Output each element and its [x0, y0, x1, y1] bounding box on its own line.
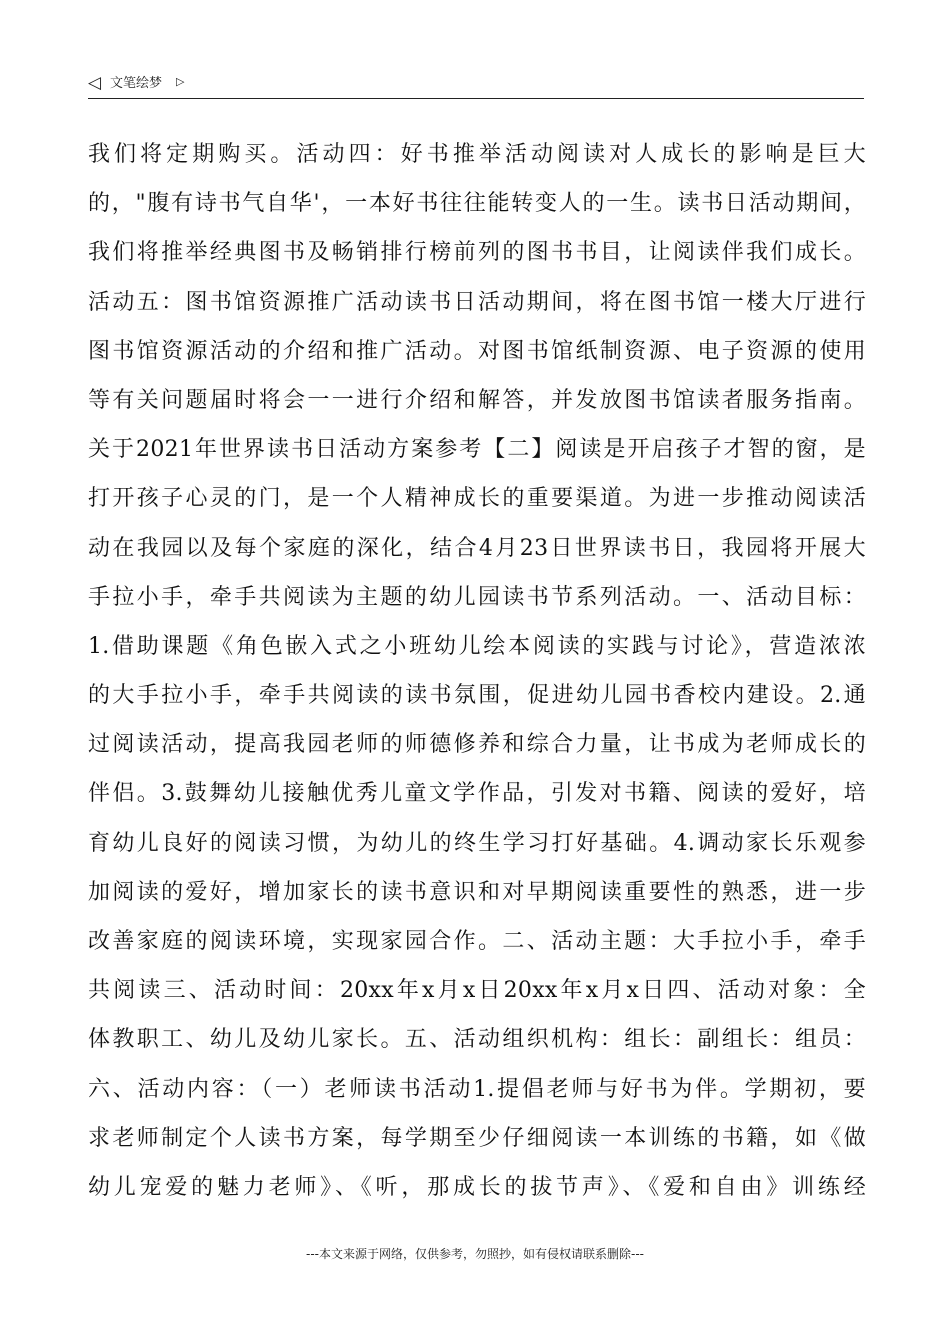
- text-line: 手拉小手，牵手共阅读为主题的幼儿园读书节系列活动。一、活动目标：: [88, 584, 866, 610]
- text-line: 1.借助课题《角色嵌入式之小班幼儿绘本阅读的实践与讨论》，营造浓浓: [88, 633, 866, 659]
- text-line: 幼儿宠爱的魅力老师》、《听，那成长的拔节声》、《爱和自由》训练经: [88, 1174, 866, 1200]
- text-line: 求老师制定个人读书方案，每学期至少仔细阅读一本训练的书籍，如《做: [88, 1125, 866, 1151]
- text-line: 图书馆资源活动的介绍和推广活动。对图书馆纸制资源、电子资源的使用: [88, 338, 866, 364]
- text-line: 我们将定期购买。活动四：好书推举活动阅读对人成长的影响是巨大: [88, 142, 866, 167]
- text-line: 过阅读活动，提高我园老师的师德修养和综合力量，让书成为老师成长的: [88, 732, 866, 758]
- text-line: 我们将推举经典图书及畅销排行榜前列的图书书目，让阅读伴我们成长。: [88, 240, 866, 266]
- text-line: 加阅读的爱好，增加家长的读书意识和对早期阅读重要性的熟悉，进一步: [88, 879, 866, 905]
- text-line: 关于2021年世界读书日活动方案参考【二】阅读是开启孩子才智的窗，是: [88, 437, 866, 463]
- document-body: [88, 130, 866, 1212]
- text-line: 伴侣。3.鼓舞幼儿接触优秀儿童文学作品，引发对书籍、阅读的爱好，培: [88, 781, 866, 807]
- text-line: 体教职工、幼儿及幼儿家长。五、活动组织机构：组长：副组长：组员：: [88, 1027, 866, 1053]
- text-line: 动在我园以及每个家庭的深化，结合4月23日世界读书日，我园将开展大: [88, 535, 866, 561]
- text-line: 打开孩子心灵的门，是一个人精神成长的重要渠道。为进一步推动阅读活: [88, 486, 866, 512]
- text-line: 的大手拉小手，牵手共阅读的读书氛围，促进幼儿园书香校内建设。2.通: [88, 683, 866, 709]
- text-line: 共阅读三、活动时间：20xx年x月x日20xx年x月x日四、活动对象：全: [88, 978, 866, 1004]
- triangle-right-icon: ▷: [176, 75, 185, 88]
- text-line: 活动五：图书馆资源推广活动读书日活动期间，将在图书馆一楼大厅进行: [88, 289, 866, 315]
- page-footer: ---本文来源于网络，仅供参考，勿照抄，如有侵权请联系删除---: [306, 1247, 644, 1261]
- text-line: 育幼儿良好的阅读习惯，为幼儿的终生学习打好基础。4.调动家长乐观参: [88, 830, 866, 856]
- text-line: 等有关问题届时将会一一进行介绍和解答，并发放图书馆读者服务指南。: [88, 387, 866, 413]
- triangle-left-icon: ◁: [88, 73, 102, 93]
- page-header: [88, 72, 864, 99]
- text-line: 六、活动内容：（一）老师读书活动1.提倡老师与好书为伴。学期初，要: [88, 1076, 866, 1102]
- text-line: 改善家庭的阅读环境，实现家园合作。二、活动主题：大手拉小手，牵手: [88, 929, 866, 954]
- text-line: 的，"腹有诗书气自华'，一本好书往往能转变人的一生。读书日活动期间，: [88, 191, 866, 217]
- header-title: 文笔绘梦: [110, 76, 163, 91]
